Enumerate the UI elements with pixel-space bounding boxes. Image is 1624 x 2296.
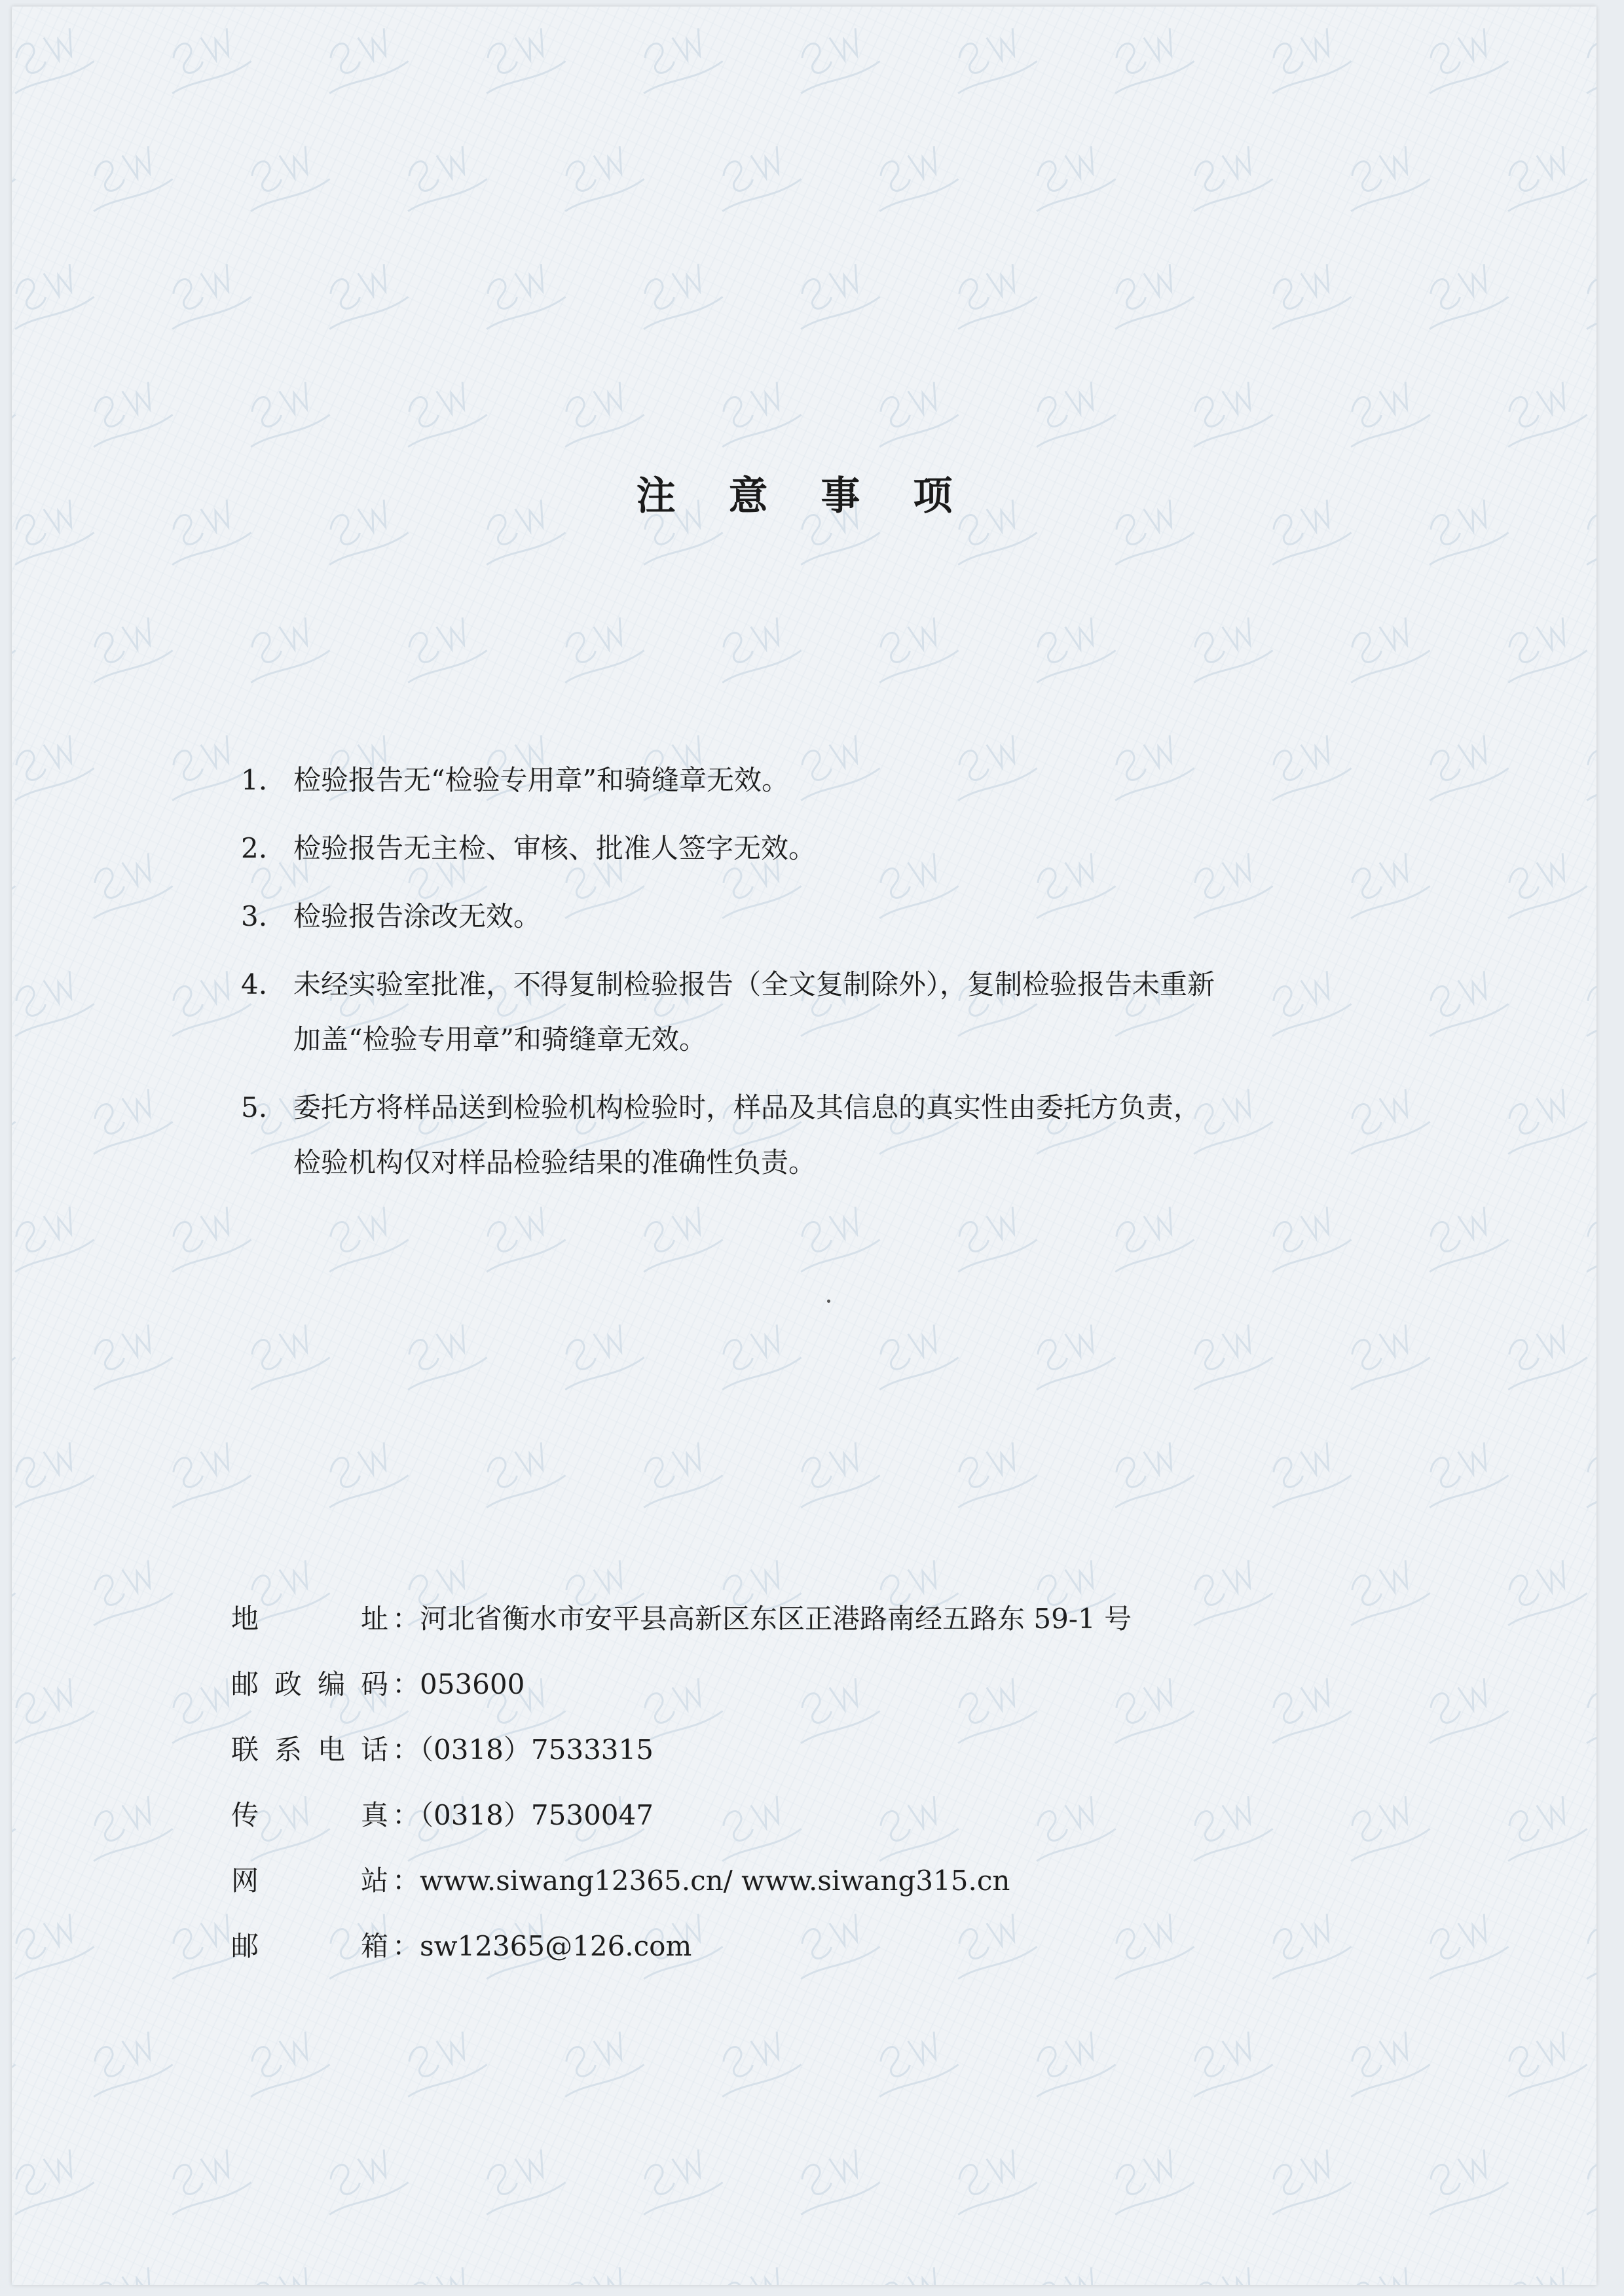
- watermark-mark: [629, 1202, 724, 1272]
- watermark-mark: [944, 1438, 1039, 1508]
- watermark-mark: [1258, 259, 1353, 329]
- watermark-mark: [708, 2027, 803, 2097]
- watermark-mark: [1415, 2145, 1510, 2215]
- watermark-mark: [1415, 966, 1510, 1036]
- note-text: [293, 753, 1420, 808]
- note-item: [241, 889, 1420, 944]
- watermark-mark: [629, 259, 724, 329]
- watermark-mark: [12, 1791, 17, 1861]
- watermark-mark: [158, 24, 253, 94]
- watermark-mark: [1572, 1202, 1596, 1272]
- note-line: 检验机构仅对样品检验结果的准确性负责。: [293, 1146, 817, 1178]
- watermark-mark: [12, 2263, 17, 2285]
- watermark-mark: [12, 966, 96, 1036]
- contact-label: 地 址: [231, 1603, 388, 1635]
- watermark-mark: [315, 2145, 410, 2215]
- watermark-mark: [315, 1438, 410, 1508]
- watermark-mark: [394, 613, 489, 683]
- watermark-mark: [551, 2263, 646, 2285]
- watermark-mark: [1494, 1084, 1589, 1154]
- watermark-mark: [1022, 141, 1117, 211]
- document-page: [12, 7, 1596, 2285]
- notes-list: [241, 753, 1420, 1203]
- watermark-mark: [472, 24, 567, 94]
- watermark-mark: [1179, 2027, 1274, 2097]
- watermark-mark: [236, 613, 331, 683]
- watermark-mark: [79, 848, 174, 919]
- watermark-mark: [1415, 731, 1510, 801]
- note-number: 3.: [241, 900, 268, 932]
- watermark-mark: [1572, 24, 1596, 94]
- note-number: 2.: [241, 832, 268, 864]
- page-title: 注 意 事 项: [636, 473, 972, 519]
- watermark-mark: [1258, 24, 1353, 94]
- watermark-mark: [394, 1320, 489, 1390]
- watermark-mark: [12, 1673, 96, 1743]
- watermark-mark: [79, 1556, 174, 1626]
- watermark-mark: [1337, 141, 1431, 211]
- watermark-mark: [1022, 2263, 1117, 2285]
- watermark-mark: [551, 1320, 646, 1390]
- watermark-mark: [79, 141, 174, 211]
- watermark-mark: [786, 1438, 881, 1508]
- watermark-mark: [158, 1202, 253, 1272]
- watermark-mark: [1572, 259, 1596, 329]
- watermark-mark: [158, 2145, 253, 2215]
- note-item: [241, 753, 1420, 808]
- watermark-mark: [865, 141, 960, 211]
- watermark-mark: [12, 24, 96, 94]
- watermark-mark: [1494, 1320, 1589, 1390]
- watermark-mark: [12, 1556, 17, 1626]
- watermark-mark: [158, 1438, 253, 1508]
- watermark-mark: [394, 377, 489, 447]
- watermark-mark: [708, 613, 803, 683]
- watermark-mark: [12, 2145, 96, 2215]
- contact-postcode: [231, 1650, 1410, 1715]
- contact-address: [231, 1584, 1410, 1650]
- watermark-mark: [551, 141, 646, 211]
- watermark-mark: [1415, 1202, 1510, 1272]
- watermark-mark: [79, 1320, 174, 1390]
- watermark-mark: [79, 2027, 174, 2097]
- watermark-mark: [1337, 2263, 1431, 2285]
- watermark-mark: [865, 2027, 960, 2097]
- note-text: [293, 1080, 1420, 1190]
- note-line: 检验报告涂改无效。: [293, 900, 542, 932]
- watermark-mark: [708, 1320, 803, 1390]
- contact-value: ：053600: [392, 1668, 525, 1700]
- contact-info: [231, 1584, 1410, 1977]
- watermark-mark: [12, 613, 17, 683]
- note-item: [241, 957, 1420, 1067]
- watermark-mark: [12, 377, 17, 447]
- watermark-mark: [1494, 613, 1589, 683]
- watermark-mark: [1179, 377, 1274, 447]
- note-number: 1.: [241, 764, 268, 796]
- note-line: 检验报告无“检验专用章”和骑缝章无效。: [293, 764, 789, 796]
- watermark-mark: [12, 731, 96, 801]
- watermark-mark: [865, 2263, 960, 2285]
- watermark-mark: [1415, 1438, 1510, 1508]
- watermark-mark: [944, 259, 1039, 329]
- note-number: 5.: [241, 1091, 268, 1123]
- watermark-mark: [786, 259, 881, 329]
- watermark-mark: [472, 1202, 567, 1272]
- watermark-mark: [12, 259, 96, 329]
- contact-label: 邮 政 编 码: [231, 1668, 388, 1700]
- watermark-mark: [79, 1791, 174, 1861]
- contact-website: [231, 1846, 1410, 1912]
- watermark-mark: [79, 1084, 174, 1154]
- watermark-mark: [944, 1202, 1039, 1272]
- watermark-mark: [1337, 377, 1431, 447]
- watermark-mark: [1415, 24, 1510, 94]
- watermark-mark: [1572, 731, 1596, 801]
- note-line: 加盖“检验专用章”和骑缝章无效。: [293, 1023, 707, 1055]
- watermark-mark: [472, 1438, 567, 1508]
- watermark-mark: [1101, 1438, 1196, 1508]
- watermark-mark: [708, 141, 803, 211]
- watermark-mark: [236, 2027, 331, 2097]
- watermark-mark: [394, 2027, 489, 2097]
- watermark-mark: [1572, 1673, 1596, 1743]
- watermark-mark: [472, 259, 567, 329]
- watermark-mark: [236, 141, 331, 211]
- note-number: 4.: [241, 968, 268, 1000]
- contact-fax: [231, 1781, 1410, 1846]
- watermark-mark: [394, 2263, 489, 2285]
- watermark-mark: [12, 141, 17, 211]
- watermark-mark: [394, 141, 489, 211]
- watermark-mark: [12, 1084, 17, 1154]
- watermark-mark: [708, 2263, 803, 2285]
- watermark-mark: [1022, 2027, 1117, 2097]
- watermark-mark: [786, 1202, 881, 1272]
- contact-label: 邮 箱: [231, 1930, 388, 1962]
- watermark-mark: [1179, 1320, 1274, 1390]
- watermark-mark: [236, 2263, 331, 2285]
- watermark-mark: [786, 2145, 881, 2215]
- watermark-mark: [1101, 24, 1196, 94]
- watermark-mark: [1415, 259, 1510, 329]
- watermark-mark: [1494, 848, 1589, 919]
- watermark-mark: [865, 613, 960, 683]
- watermark-mark: [79, 2263, 174, 2285]
- watermark-mark: [551, 613, 646, 683]
- contact-email: [231, 1912, 1410, 1977]
- watermark-mark: [1258, 2145, 1353, 2215]
- watermark-mark: [1101, 2145, 1196, 2215]
- watermark-mark: [1179, 613, 1274, 683]
- ink-speck: [827, 1300, 830, 1303]
- note-text: [293, 957, 1420, 1067]
- watermark-mark: [944, 24, 1039, 94]
- watermark-mark: [315, 24, 410, 94]
- watermark-mark: [1572, 1438, 1596, 1508]
- watermark-mark: [1415, 1909, 1510, 1979]
- note-line: 委托方将样品送到检验机构检验时，样品及其信息的真实性由委托方负责，: [293, 1091, 1202, 1123]
- watermark-mark: [1101, 259, 1196, 329]
- watermark-mark: [629, 1438, 724, 1508]
- watermark-mark: [236, 1320, 331, 1390]
- watermark-mark: [1572, 1909, 1596, 1979]
- watermark-mark: [12, 2027, 17, 2097]
- watermark-mark: [1494, 1556, 1589, 1626]
- watermark-mark: [708, 377, 803, 447]
- watermark-mark: [1022, 613, 1117, 683]
- contact-value: ：河北省衡水市安平县高新区东区正港路南经五路东 59-1 号: [392, 1603, 1132, 1635]
- watermark-mark: [786, 24, 881, 94]
- watermark-mark: [1337, 1320, 1431, 1390]
- watermark-mark: [1494, 2263, 1589, 2285]
- watermark-mark: [158, 731, 253, 801]
- watermark-mark: [12, 1438, 96, 1508]
- watermark-mark: [12, 1320, 17, 1390]
- watermark-mark: [12, 848, 17, 919]
- contact-label: 传 真: [231, 1799, 388, 1831]
- contact-value: ：www.siwang12365.cn/ www.siwang315.cn: [392, 1865, 1010, 1897]
- watermark-mark: [944, 2145, 1039, 2215]
- watermark-mark: [1179, 2263, 1274, 2285]
- contact-label: 网 站: [231, 1865, 388, 1897]
- watermark-mark: [1258, 1202, 1353, 1272]
- watermark-mark: [629, 24, 724, 94]
- watermark-mark: [315, 259, 410, 329]
- watermark-mark: [1337, 2027, 1431, 2097]
- watermark-mark: [1494, 377, 1589, 447]
- watermark-mark: [158, 966, 253, 1036]
- watermark-mark: [551, 2027, 646, 2097]
- watermark-mark: [158, 259, 253, 329]
- watermark-mark: [1415, 1673, 1510, 1743]
- watermark-mark: [1022, 377, 1117, 447]
- watermark-mark: [1494, 2027, 1589, 2097]
- watermark-mark: [79, 613, 174, 683]
- note-item: [241, 821, 1420, 876]
- contact-value: ：（0318）7533315: [392, 1734, 654, 1766]
- watermark-mark: [472, 2145, 567, 2215]
- note-line: 未经实验室批准，不得复制检验报告（全文复制除外），复制检验报告未重新: [293, 968, 1215, 1000]
- note-line: 检验报告无主检、审核、批准人签字无效。: [293, 832, 817, 864]
- contact-label: 联 系 电 话: [231, 1734, 388, 1766]
- watermark-mark: [1494, 1791, 1589, 1861]
- watermark-mark: [236, 377, 331, 447]
- watermark-mark: [1337, 613, 1431, 683]
- watermark-mark: [12, 1202, 96, 1272]
- watermark-mark: [12, 1909, 96, 1979]
- contact-phone: [231, 1715, 1410, 1781]
- watermark-mark: [1494, 141, 1589, 211]
- watermark-mark: [1101, 1202, 1196, 1272]
- contact-value: ：sw12365@126.com: [392, 1930, 692, 1962]
- watermark-mark: [865, 377, 960, 447]
- watermark-mark: [865, 1320, 960, 1390]
- watermark-mark: [1179, 141, 1274, 211]
- watermark-mark: [79, 377, 174, 447]
- note-text: [293, 889, 1420, 944]
- contact-value: ：（0318）7530047: [392, 1799, 654, 1831]
- note-item: [241, 1080, 1420, 1190]
- watermark-mark: [629, 2145, 724, 2215]
- watermark-mark: [1572, 966, 1596, 1036]
- note-text: [293, 821, 1420, 876]
- watermark-mark: [551, 377, 646, 447]
- watermark-mark: [315, 1202, 410, 1272]
- watermark-mark: [1258, 1438, 1353, 1508]
- watermark-mark: [1572, 2145, 1596, 2215]
- watermark-mark: [1022, 1320, 1117, 1390]
